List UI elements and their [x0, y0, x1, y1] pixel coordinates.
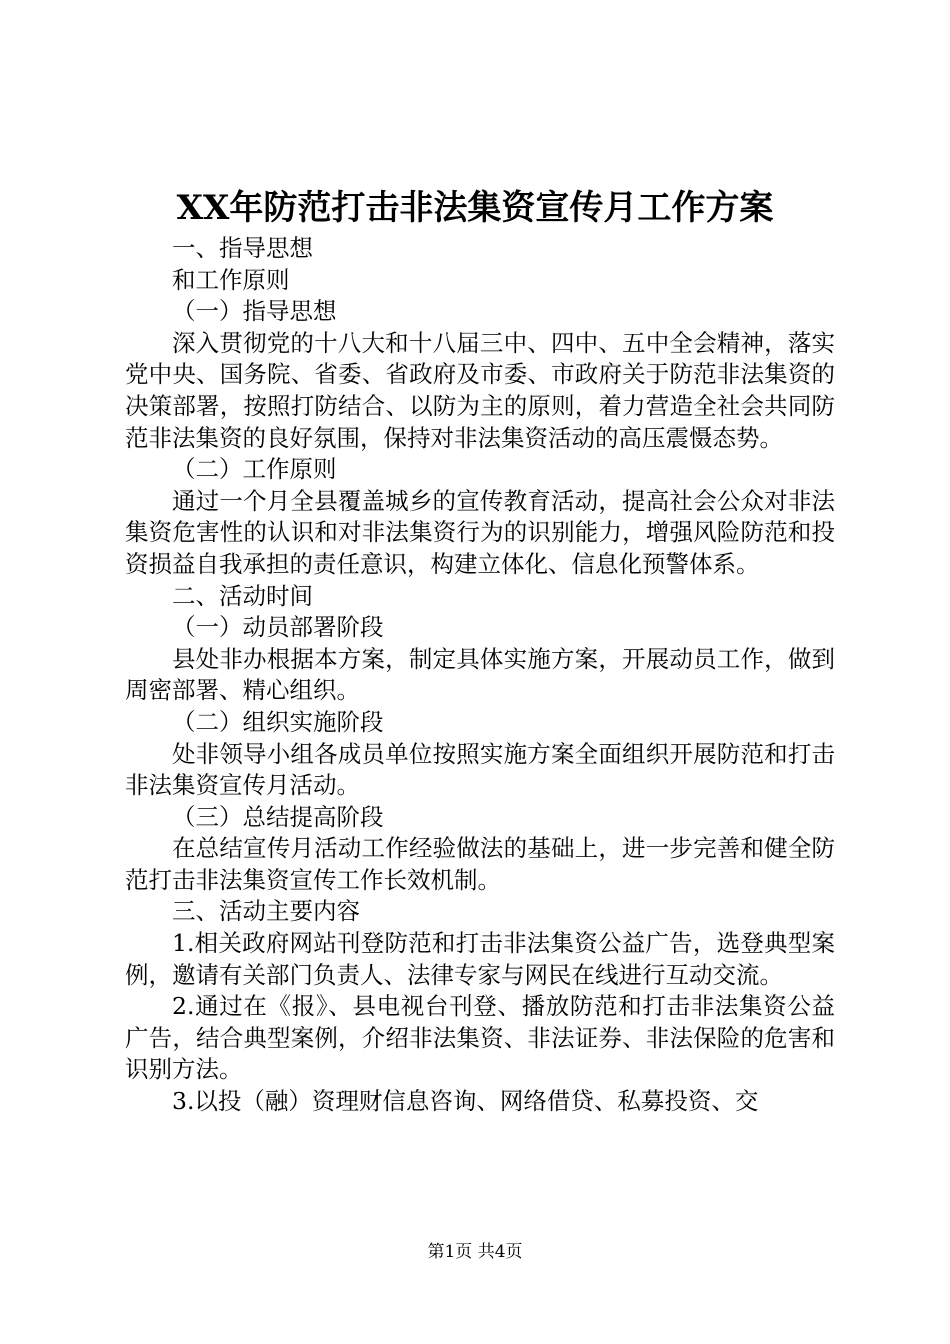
subsection-heading: （二）工作原则	[172, 455, 337, 484]
section-heading: 三、活动主要内容	[172, 897, 360, 926]
body-paragraph: 通过一个月全县覆盖城乡的宣传教育活动，提高社会公众对非法集资危害性的认识和对非法集资行为的识别能力，增强风险防范和投资损益自我承担的责任意识，构建立体化、信息化预警体系。	[125, 486, 835, 578]
section-heading-continued: 和工作原则	[172, 265, 290, 294]
page-total: 共4页	[477, 1242, 523, 1262]
list-item: 3.以投（融）资理财信息咨询、网络借贷、私募投资、交	[172, 1087, 759, 1116]
body-paragraph: 在总结宣传月活动工作经验做法的基础上，进一步完善和健全防范打击非法集资宣传工作长效机制。	[125, 834, 835, 894]
list-item: 1.相关政府网站刊登防范和打击非法集资公益广告，选登典型案例，邀请有关部门负责人、法律专家与网民在线进行互动交流。	[125, 929, 835, 989]
document-title: XX年防范打击非法集资宣传月工作方案	[176, 188, 774, 228]
document-body	[125, 233, 835, 1118]
subsection-heading: （一）指导思想	[172, 297, 337, 326]
page-number: 第1页	[427, 1242, 473, 1262]
subsection-heading: （三）总结提高阶段	[172, 802, 384, 831]
list-item: 2.通过在《报》、县电视台刊登、播放防范和打击非法集资公益广告，结合典型案例，介绍非法集资、非法证券、非法保险的危害和识别方法。	[125, 992, 835, 1084]
body-paragraph: 县处非办根据本方案，制定具体实施方案，开展动员工作，做到周密部署、精心组织。	[125, 644, 835, 705]
subsection-heading: （二）组织实施阶段	[172, 707, 384, 736]
subsection-heading: （一）动员部署阶段	[172, 613, 384, 642]
section-heading: 二、活动时间	[172, 581, 313, 610]
body-paragraph: 深入贯彻党的十八大和十八届三中、四中、五中全会精神，落实党中央、国务院、省委、省政府及市委、市政府关于防范非法集资的决策部署，按照打防结合、以防为主的原则，着力营造全社会共同防范非法集资的良好氛围，保持对非法集资活动的高压震慑态势。	[125, 328, 835, 452]
body-paragraph: 处非领导小组各成员单位按照实施方案全面组织开展防范和打击非法集资宣传月活动。	[125, 739, 835, 800]
page-footer	[0, 1240, 950, 1264]
section-heading: 一、指导思想	[172, 234, 313, 262]
